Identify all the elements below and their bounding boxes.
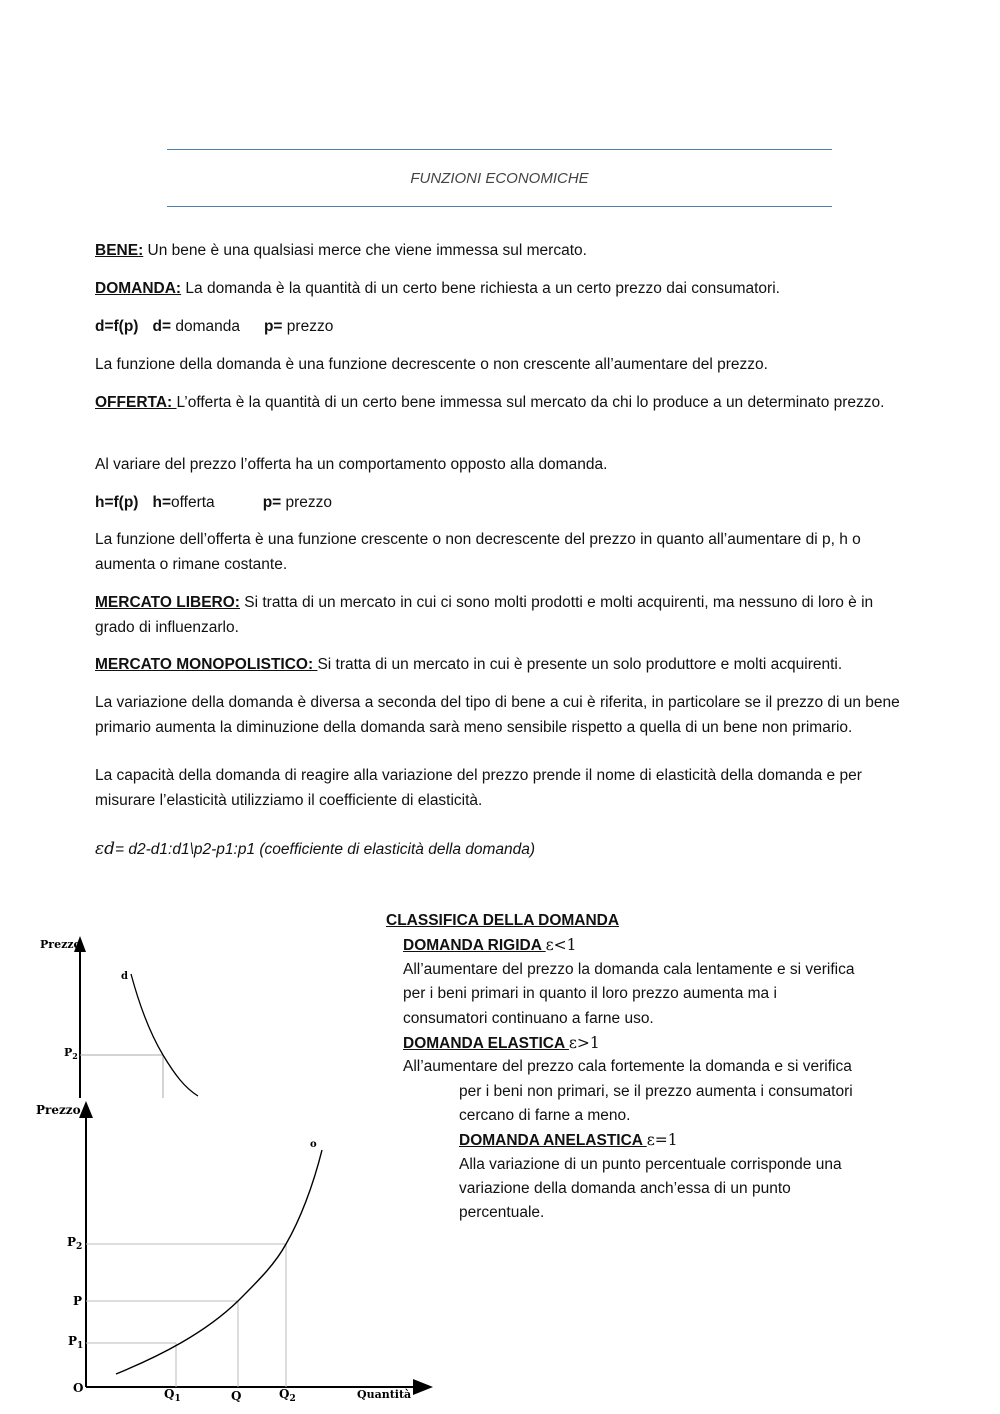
supply-curve-label: o [310,1139,317,1150]
offerta-function-paragraph: La funzione dell’offerta è una funzione crescente o non decrescente del prezzo in quanto all’aumentare di p, h o aumenta o rimane costante. [95,531,861,573]
formula-d-text: domanda [171,318,240,335]
rigida-line-1: All’aumentare del prezzo la domanda cala lentamente e si verifica [403,961,855,978]
supply-q2-label: $Q_2$ [279,1387,296,1404]
elastica-line-1: All’aumentare del prezzo cala fortemente la domanda e si verifica [403,1058,852,1075]
supply-origin-label: O [73,1381,84,1395]
formula-h-p-label: p= [262,494,282,511]
rigida-line-2: per i beni primari in quanto il loro prezzo aumenta ma i [403,985,777,1002]
supply-y-label: Prezzo [36,1103,81,1117]
anelastica-line-3: percentuale. [459,1204,545,1221]
header-rule-bottom [167,206,832,207]
rigida-condition: ε<1 [545,936,577,954]
bene-label: BENE: [95,242,144,259]
bene-paragraph [95,239,907,264]
demand-p2-label: $P_2$ [64,1046,78,1061]
mercato-libero-paragraph [95,591,907,640]
mercato-monopolistico-paragraph [95,653,915,678]
formula-h-label: h= [152,494,172,511]
header-rule-top [167,149,832,150]
elastica-line-3: cercano di farne a meno. [459,1107,631,1124]
elastica-label: DOMANDA ELASTICA [403,1035,569,1052]
demand-graph [30,930,270,1098]
domanda-label: DOMANDA: [95,280,182,297]
formula-domanda [95,315,907,340]
mercato-libero-text: Si tratta di un mercato in cui ci sono molti prodotti e molti acquirenti, ma nessuno di loro è in grado di influenzarlo. [95,594,874,636]
formula-offerta [95,491,907,516]
mercato-libero-label: MERCATO LIBERO: [95,594,240,611]
formula-h-text: offerta [171,494,215,511]
offerta-label: OFFERTA: [95,394,177,411]
mercato-monopolistico-text: Si tratta di un mercato in cui è presente un solo produttore e molti acquirenti. [317,656,843,673]
variare-paragraph: Al variare del prezzo l’offerta ha un comportamento opposto alla domanda. [95,456,608,473]
page-title: FUNZIONI ECONOMICHE [410,170,589,187]
anelastica-label: DOMANDA ANELASTICA [459,1132,647,1149]
variazione-paragraph: La variazione della domanda è diversa a seconda del tipo di bene a cui è riferita, in particolare se il prezzo di un bene primario aumenta la diminuzione della domanda sarà meno sensibile rispetto a quella di un bene non primario. [95,694,900,736]
elasticity-symbol: εd [95,839,116,859]
demand-curve-label: d [121,971,128,982]
elastica-line-2: per i beni non primari, se il prezzo aumenta i consumatori [459,1083,853,1100]
formula-h-f: h=f(p) [95,494,139,511]
supply-p1-label: $P_1$ [68,1334,84,1351]
domanda-text: La domanda è la quantità di un certo bene richiesta a un certo prezzo dai consumatori. [181,280,780,297]
demand-y-label: Prezzo [40,938,81,951]
bene-text: Un bene è una qualsiasi merce che viene immessa sul mercato. [143,242,587,259]
formula-d-p-label: p= [263,318,283,335]
anelastica-condition: ε=1 [646,1131,678,1149]
offerta-paragraph [95,391,907,416]
supply-p2-label: $P_2$ [67,1235,83,1252]
classifica-title: CLASSIFICA DELLA DOMANDA [386,912,620,929]
supply-y-arrow [79,1101,93,1118]
anelastica-line-1: Alla variazione di un punto percentuale corrisponde una [459,1156,842,1173]
supply-curve [116,1150,322,1374]
supply-x-label: Quantità [357,1388,412,1401]
elasticity-text: = d2-d1:d1\p2-p1:p1 (coefficiente di elasticità della domanda) [115,841,536,858]
supply-x-arrow [413,1379,433,1395]
offerta-text: L’offerta è la quantità di un certo bene immessa sul mercato da chi lo produce a un determinato prezzo. [176,394,885,411]
rigida-label: DOMANDA RIGIDA [403,937,546,954]
anelastica-line-2: variazione della domanda anch’essa di un punto [459,1180,791,1197]
anelastica-heading [459,1128,678,1153]
formula-d-label: d= [152,318,172,335]
mercato-monopolistico-label: MERCATO MONOPOLISTICO: [95,656,318,673]
capacita-paragraph: La capacità della domanda di reagire alla variazione del prezzo prende il nome di elasticità della domanda e per misurare l’elasticità utilizziamo il coefficiente di elasticità. [95,767,862,809]
domanda-function-paragraph: La funzione della domanda è una funzione decrescente o non crescente all’aumentare del prezzo. [95,356,768,373]
elastica-condition: ε>1 [568,1034,600,1052]
supply-graph [30,1098,440,1408]
formula-d-f: d=f(p) [95,318,139,335]
supply-q-label: Q [231,1389,242,1403]
rigida-heading [403,933,577,958]
supply-p-label: P [73,1294,83,1308]
elasticity-formula [95,837,907,863]
rigida-line-3: consumatori continuano a farne uso. [403,1010,654,1027]
supply-q1-label: $Q_1$ [164,1387,181,1404]
domanda-paragraph [95,277,907,302]
formula-d-p-text: prezzo [282,318,334,335]
formula-h-p-text: prezzo [281,494,333,511]
demand-curve [131,974,198,1096]
elastica-heading [403,1031,600,1056]
